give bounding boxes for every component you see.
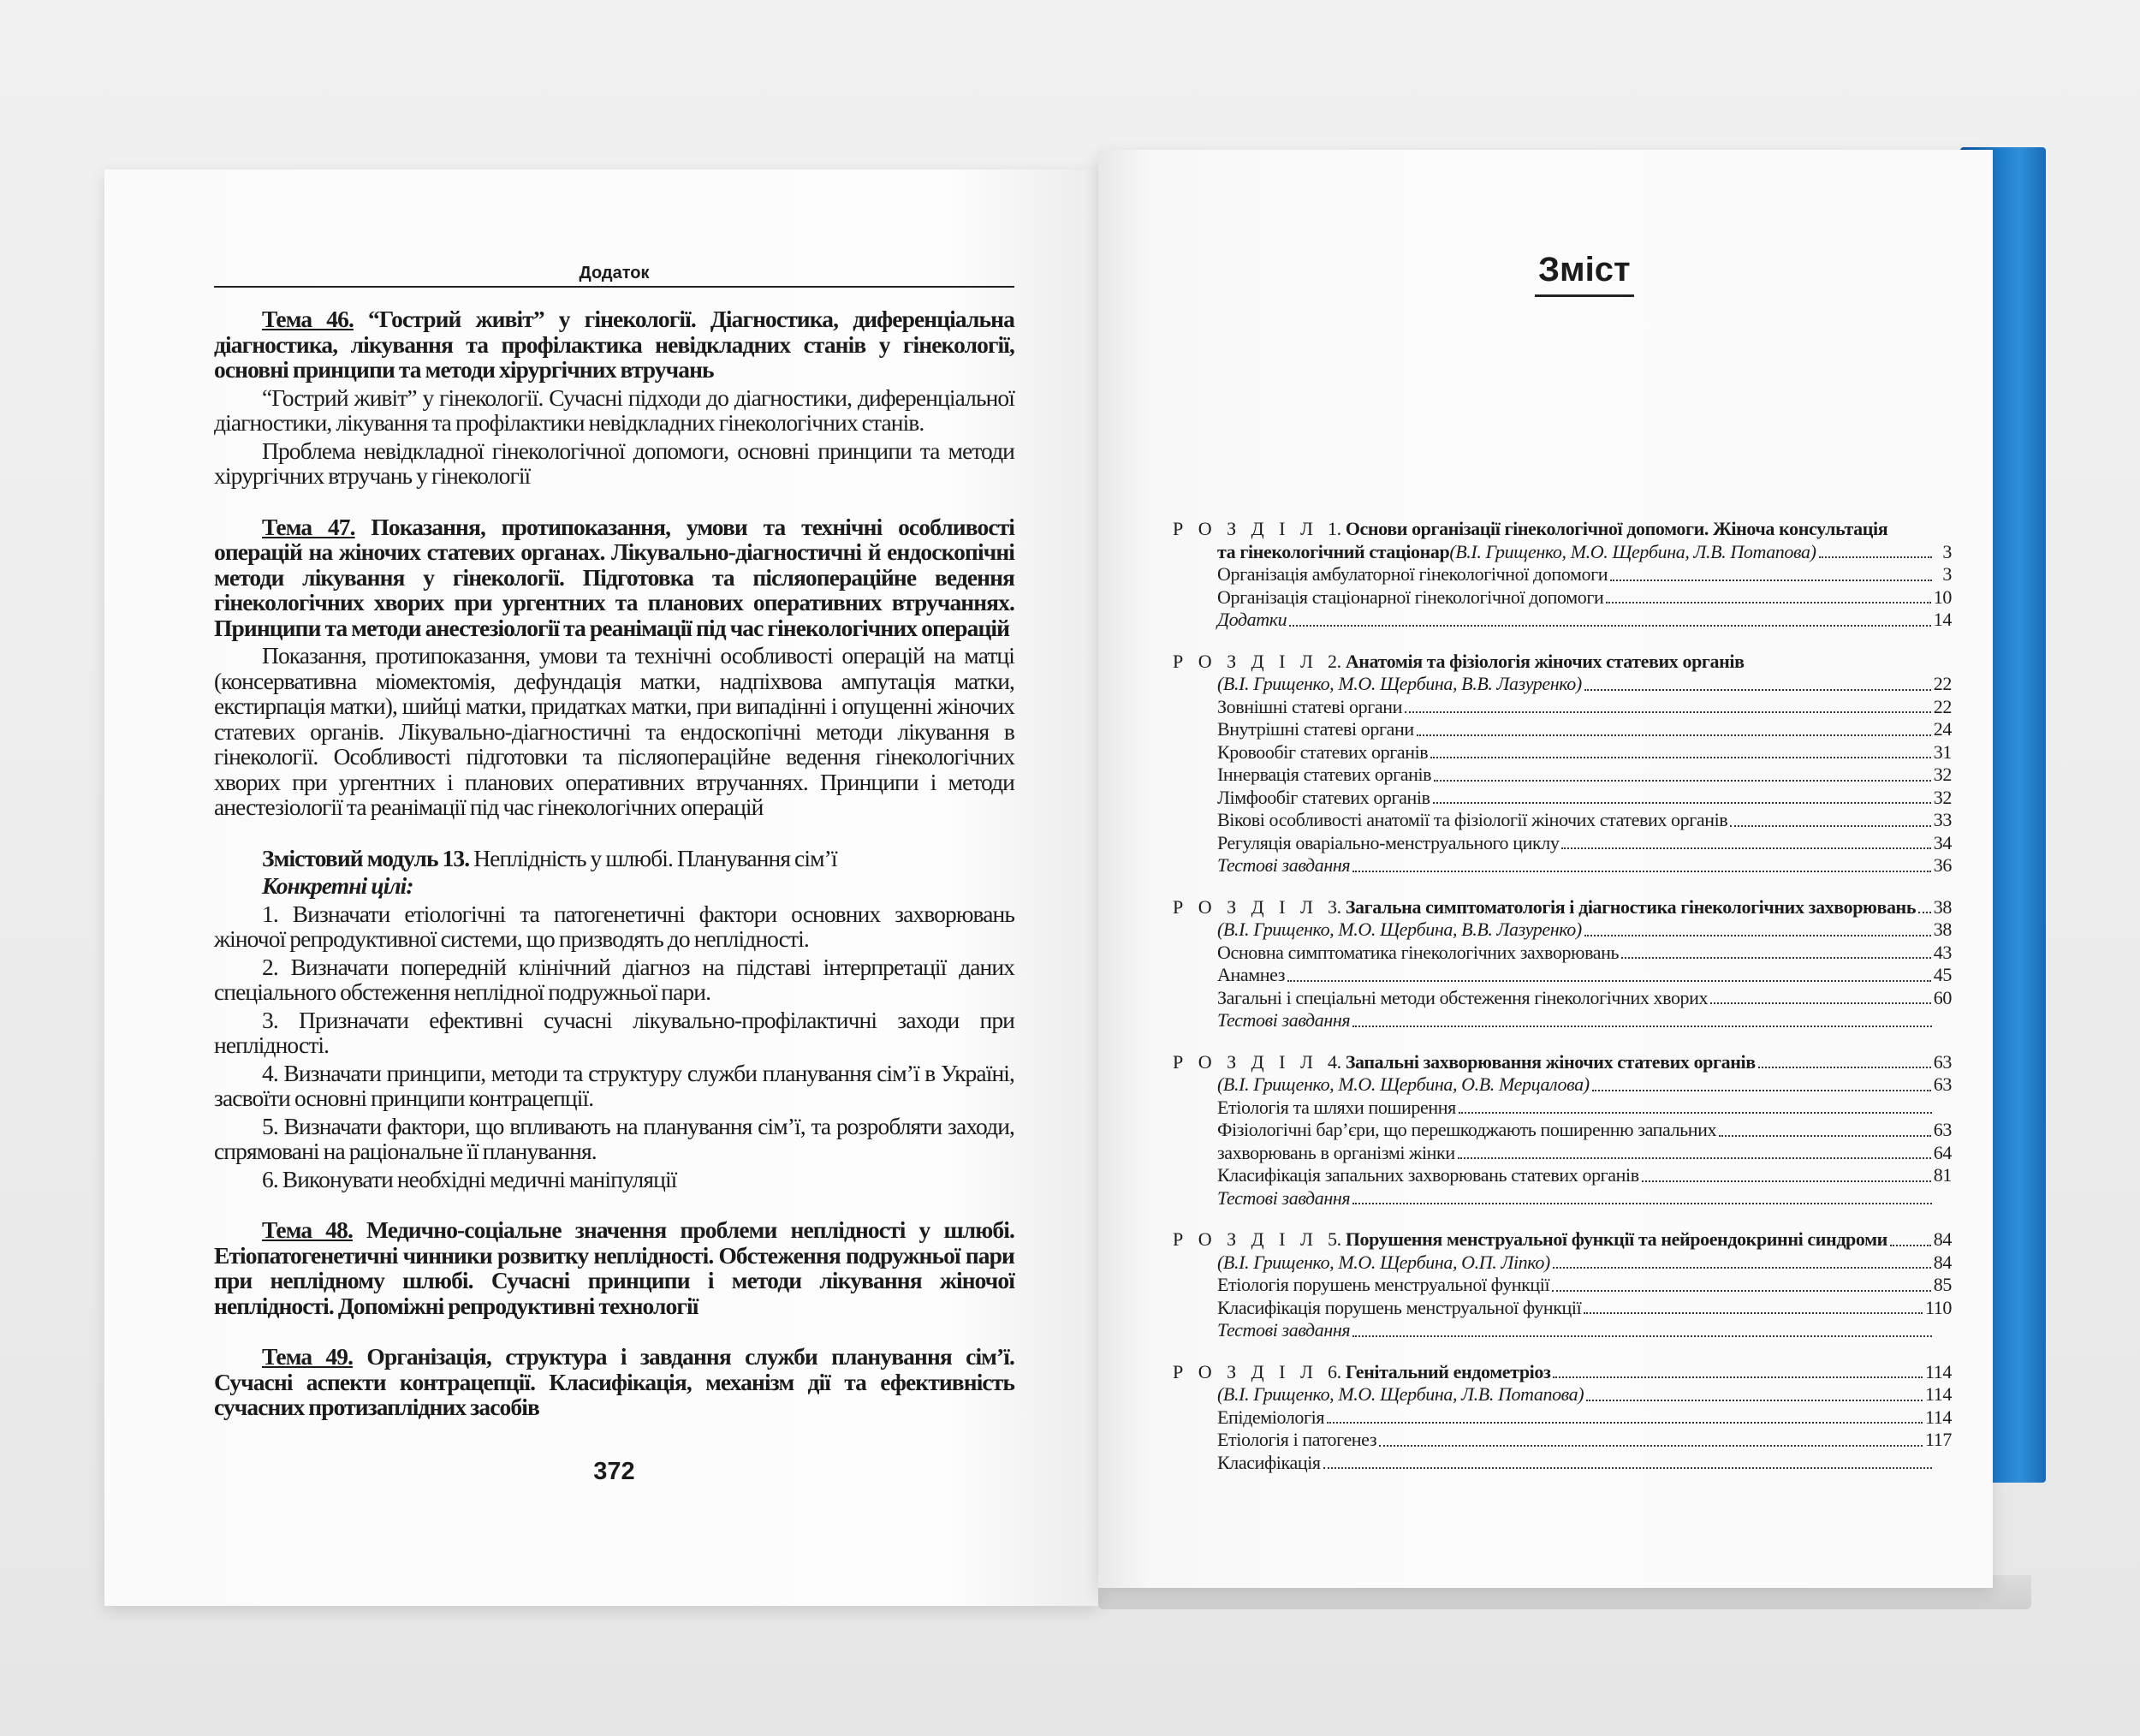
page-ref: 3 — [1942, 540, 1952, 562]
toc-entry — [1173, 1187, 1952, 1210]
toc-entry — [1173, 764, 1952, 787]
page-ref: 31 — [1933, 740, 1952, 763]
toc-entry — [1173, 1119, 1952, 1142]
toc-entry — [1173, 1142, 1952, 1165]
leader-dots — [1379, 1445, 1923, 1447]
toc-entry-title: Організація амбулаторної гінекологічної допомоги — [1217, 563, 1608, 585]
toc-entry — [1173, 832, 1952, 855]
leader-dots — [1352, 871, 1931, 872]
leader-dots — [1642, 1180, 1931, 1182]
section-heading — [1173, 1228, 1952, 1251]
section-authors-row — [1173, 673, 1952, 696]
page-ref: 38 — [1933, 919, 1952, 940]
toc-entry-title: Основна симптоматика гінекологічних захворювань — [1217, 941, 1620, 963]
toc-entry — [1173, 563, 1952, 586]
section-title-cont: та гінекологічний стаціонар — [1217, 540, 1450, 562]
toc-section-3 — [1173, 896, 1952, 1032]
toc-entry — [1173, 1164, 1952, 1187]
page-ref: 32 — [1933, 786, 1952, 808]
page-ref: 64 — [1933, 1141, 1952, 1163]
section-authors: (В.І. Грищенко, М.О. Щербина, Л.В. Потапова) — [1449, 540, 1816, 562]
left-page — [104, 169, 1098, 1606]
leader-dots — [1584, 935, 1931, 936]
toc-entry-title: Додатки — [1217, 609, 1287, 630]
toc-entry-title: Вікові особливості анатомії та фізіології жіночих статевих органів — [1217, 809, 1728, 830]
toc-entry — [1173, 741, 1952, 764]
toc-entry-title: Етіологія порушень менструальної функції — [1217, 1274, 1550, 1295]
section-label: Р О З Д І Л — [1173, 1360, 1318, 1382]
section-title: Анатомія та фізіологія жіночих статевих органів — [1345, 650, 1745, 672]
toc-entry-title: Епідеміологія — [1217, 1406, 1325, 1428]
topic-label: Тема 47. — [262, 513, 355, 540]
toc-entry — [1173, 1429, 1952, 1452]
toc-entry-title: Тестові завдання — [1217, 1186, 1351, 1209]
leader-dots — [1586, 1400, 1923, 1401]
toc-section-4 — [1173, 1051, 1952, 1210]
leader-dots — [1561, 847, 1930, 849]
section-number: 1. — [1323, 518, 1346, 539]
toc-entry-title: Тестові завдання — [1217, 1319, 1351, 1341]
section-authors-row — [1173, 1251, 1952, 1275]
page-ref: 63 — [1933, 1119, 1952, 1140]
topic-title: “Гострий живіт” у гінекології. Діагностика, диференціальна діагностика, лікування та профілактика невідкладних станів у гінекології, основні принципи та методи хірургічних втручань — [214, 306, 1014, 383]
leader-dots — [1552, 1290, 1931, 1292]
section-authors-row — [1173, 1073, 1952, 1097]
page-ref: 84 — [1933, 1228, 1952, 1250]
toc-entry — [1173, 609, 1952, 632]
page-ref: 84 — [1933, 1251, 1952, 1273]
toc-entry-title: Зовнішні статеві органи — [1217, 695, 1402, 717]
leader-dots — [1430, 757, 1931, 758]
section-authors: (В.І. Грищенко, М.О. Щербина, Л.В. Потапова) — [1217, 1383, 1584, 1405]
leader-dots — [1553, 1376, 1923, 1378]
leader-dots — [1417, 734, 1931, 736]
section-title: Загальна симптоматологія і діагностика гінекологічних захворювань — [1345, 895, 1917, 918]
leader-dots — [1327, 1422, 1923, 1424]
right-page — [1098, 150, 1993, 1588]
section-authors-row — [1173, 919, 1952, 942]
toc-entry-title: Анамнез — [1217, 964, 1286, 985]
page-ref: 114 — [1925, 1406, 1952, 1428]
page-number: 372 — [593, 1457, 635, 1485]
topic-heading — [214, 306, 1014, 383]
page-ref: 43 — [1933, 941, 1952, 963]
page-ref: 110 — [1925, 1296, 1952, 1318]
toc-entry-title: Тестові завдання — [1217, 854, 1351, 876]
module-heading — [214, 846, 1014, 871]
leader-dots — [1584, 1312, 1923, 1314]
paragraph: “Гострий живіт” у гінекології. Сучасні підходи до діагностики, диференціальної діагностики, лікування та профілактики невідкладних гінекологічних станів. — [214, 383, 1014, 436]
section-heading — [1173, 518, 1952, 541]
toc-entry — [1173, 1274, 1952, 1297]
goals-label: Конкретні цілі: — [262, 872, 413, 899]
toc-entry — [1173, 787, 1952, 810]
paragraph: Проблема невідкладної гінекологічної допомоги, основні принципи та методи хірургічних втручань у гінекології — [214, 437, 1014, 489]
leader-dots — [1433, 802, 1931, 804]
paragraph: 2. Визначати попередній клінічний діагноз на підставі інтерпретації даних спеціального обстеження неплідної подружньої пари. — [214, 953, 1014, 1005]
section-number: 3. — [1323, 895, 1346, 918]
leader-dots — [1610, 580, 1932, 581]
toc-entry-title: Класифікація запальних захворювань статевих органів — [1217, 1164, 1639, 1186]
section-heading — [1173, 896, 1952, 919]
toc-section-2 — [1173, 651, 1952, 877]
section-authors: (В.І. Грищенко, М.О. Щербина, О.В. Мерцалова) — [1217, 1073, 1590, 1095]
running-head: Додаток — [579, 264, 650, 282]
page-ref: 33 — [1933, 809, 1952, 830]
goals-heading — [214, 873, 1014, 899]
toc-entry-title: Етіологія та шляхи поширення — [1217, 1096, 1456, 1118]
leader-dots — [1719, 1135, 1931, 1137]
toc-entry-title: Класифікація порушень менструальної функції — [1217, 1296, 1582, 1318]
table-of-contents — [1173, 518, 1952, 1493]
leader-dots — [1890, 1245, 1931, 1246]
toc-entry — [1173, 854, 1952, 877]
page-ref: 63 — [1933, 1050, 1952, 1073]
leader-dots — [1352, 1026, 1932, 1027]
toc-section-1 — [1173, 518, 1952, 632]
section-number: 5. — [1323, 1228, 1346, 1250]
paragraph: 5. Визначати фактори, що впливають на планування сім’ї, та розробляти заходи, спрямовані на раціональне її планування. — [214, 1112, 1014, 1164]
page-ref: 63 — [1933, 1073, 1952, 1095]
toc-entry-title: Кровообіг статевих органів — [1217, 740, 1429, 763]
section-label: Р О З Д І Л — [1173, 650, 1318, 672]
toc-entry — [1173, 1406, 1952, 1430]
section-heading — [1173, 651, 1952, 674]
toc-title: Зміст — [1535, 251, 1634, 297]
toc-entry — [1173, 696, 1952, 719]
topic-title: Медично-соціальне значення проблеми неплідності у шлюбі. Етіопатогенетичні чинники розвитку неплідності. Обстеження подружньої пари при неплідному шлюбі. Сучасні принципи і методи лікування жіночої неплідності. Допоміжні репродуктивні технології — [214, 1216, 1014, 1319]
section-authors: (В.І. Грищенко, М.О. Щербина, В.В. Лазуренко) — [1217, 919, 1582, 940]
leader-dots — [1289, 625, 1931, 627]
paragraph: 3. Призначати ефективні сучасні лікувально-профілактичні заходи при неплідності. — [214, 1006, 1014, 1058]
leader-dots — [1553, 1267, 1931, 1269]
paragraph: Показання, протипоказання, умови та технічні особливості операцій на матці (консервативна міомектомія, дефундація матки, надпіхвова ампутація матки, екстирпація матки), шийці матки, придатках матки, при випадінні і опущенні жіночих статевих органів. Лікувально-діагностичні та ендоскопічні методи лікування в гінекології. Особливості підготовки та післяопераційне ведення гінекологічних хворих при ургентних і планових оперативних втручаннях. Принципи і методи анестезіології та реанімації під час гінекологічних операцій — [214, 642, 1014, 820]
module-title: Неплідність у шлюбі. Планування сім’ї — [469, 844, 837, 871]
section-title: Запальні захворювання жіночих статевих органів — [1345, 1050, 1756, 1073]
page-ref: 85 — [1933, 1274, 1952, 1295]
section-title: Порушення менструальної функції та нейроендокринні синдроми — [1345, 1228, 1887, 1250]
leader-dots — [1584, 689, 1931, 691]
leader-dots — [1352, 1203, 1932, 1204]
section-label: Р О З Д І Л — [1173, 895, 1318, 918]
section-label: Р О З Д І Л — [1173, 518, 1318, 539]
toc-entry — [1173, 586, 1952, 609]
topic-label: Тема 49. — [262, 1343, 354, 1370]
topic-heading — [214, 1344, 1014, 1420]
topic-title: Показання, протипоказання, умови та технічні особливості операцій на жіночих статевих органах. Лікувально-діагностичні й ендоскопічні методи лікування у гінекології. Підготовка та післяопераційне ведення гінекологічних хворих при ургентних та планових оперативних втручаннях. Принципи та методи анестезіології та реанімації під час гінекологічних операцій — [214, 513, 1014, 641]
leader-dots — [1352, 1335, 1932, 1337]
page-ref: 22 — [1933, 673, 1952, 694]
page-ref: 38 — [1933, 895, 1952, 918]
toc-entry-title: Іннервація статевих органів — [1217, 764, 1432, 785]
topic-heading — [214, 514, 1014, 641]
toc-entry-title: Тестові завдання — [1217, 1009, 1351, 1031]
leader-dots — [1434, 780, 1931, 782]
section-label: Р О З Д І Л — [1173, 1050, 1318, 1073]
page-ref: 22 — [1933, 695, 1952, 717]
leader-dots — [1730, 825, 1931, 827]
page-ref: 32 — [1933, 764, 1952, 785]
leader-dots — [1287, 980, 1931, 982]
toc-entry-title: захворювань в організмі жінки — [1217, 1141, 1455, 1163]
toc-entry — [1173, 1009, 1952, 1032]
section-number: 6. — [1323, 1360, 1346, 1382]
toc-entry — [1173, 987, 1952, 1010]
toc-entry — [1173, 1097, 1952, 1120]
page-ref: 117 — [1925, 1429, 1952, 1450]
toc-entry-title: Внутрішні статеві органи — [1217, 718, 1414, 740]
leader-dots — [1592, 1090, 1931, 1091]
paragraph: 1. Визначати етіологічні та патогенетичні фактори основних захворювань жіночої репродуктивної системи, що призводять до неплідності. — [214, 900, 1014, 952]
page-ref: 60 — [1933, 986, 1952, 1008]
toc-entry — [1173, 1297, 1952, 1320]
leader-dots — [1918, 912, 1931, 913]
section-authors: (В.І. Грищенко, М.О. Щербина, О.П. Ліпко) — [1217, 1251, 1550, 1273]
toc-entry — [1173, 1452, 1952, 1475]
toc-section-6 — [1173, 1361, 1952, 1475]
left-page-body — [214, 306, 1014, 1423]
topic-label: Тема 46. — [262, 306, 354, 332]
section-title: Генітальний ендометріоз — [1345, 1360, 1551, 1382]
toc-entry-title: Загальні і спеціальні методи обстеження гінекологічних хворих — [1217, 986, 1709, 1008]
page-ref: 81 — [1933, 1164, 1952, 1186]
leader-dots — [1621, 957, 1931, 959]
toc-entry — [1173, 942, 1952, 965]
leader-dots — [1405, 711, 1931, 713]
paragraph: 4. Визначати принципи, методи та структуру служби планування сім’ї в Україні, засвоїти основні принципи контрацепції. — [214, 1059, 1014, 1111]
leader-dots — [1710, 1002, 1931, 1004]
toc-entry-title: Етіологія і патогенез — [1217, 1429, 1377, 1450]
toc-entry-title: Регуляція оваріально-менструального циклу — [1217, 831, 1560, 853]
leader-dots — [1606, 602, 1930, 603]
leader-dots — [1459, 1112, 1932, 1114]
paragraph: 6. Виконувати необхідні медичні маніпуляції — [262, 1165, 677, 1192]
leader-dots — [1323, 1467, 1932, 1469]
topic-title: Організація, структура і завдання служби планування сім’ї. Сучасні аспекти контрацепції. Класифікація, механізм дії та ефективність сучасних протизаплідних засобів — [214, 1343, 1014, 1420]
page-ref: 45 — [1933, 964, 1952, 985]
toc-entry-title: Фізіологічні бар’єри, що перешкоджають поширенню запальних — [1217, 1119, 1717, 1140]
section-heading — [1173, 1051, 1952, 1074]
module-label: Змістовий модуль 13. — [262, 844, 470, 871]
page-ref: 14 — [1933, 609, 1952, 630]
section-title: Основи організації гінекологічної допомоги. Жіноча консультація — [1345, 518, 1888, 539]
page-ref: 10 — [1933, 586, 1952, 608]
page-ref: 114 — [1925, 1383, 1952, 1405]
toc-entry — [1173, 964, 1952, 987]
running-head-rule — [214, 286, 1014, 288]
toc-entry — [1173, 1319, 1952, 1342]
toc-entry-title: Класифікація — [1217, 1451, 1321, 1473]
toc-entry — [1173, 809, 1952, 832]
toc-section-5 — [1173, 1228, 1952, 1342]
leader-dots — [1819, 556, 1932, 558]
section-number: 4. — [1323, 1050, 1346, 1073]
page-ref: 36 — [1933, 854, 1952, 876]
page-ref: 34 — [1933, 831, 1952, 853]
topic-heading — [214, 1217, 1014, 1318]
toc-entry-title: Лімфообіг статевих органів — [1217, 786, 1430, 808]
section-heading-cont — [1173, 541, 1952, 564]
section-authors-row — [1173, 1383, 1952, 1406]
toc-entry — [1173, 718, 1952, 741]
section-number: 2. — [1323, 650, 1346, 672]
toc-entry-title: Організація стаціонарної гінекологічної допомоги — [1217, 586, 1604, 608]
section-authors: (В.І. Грищенко, М.О. Щербина, В.В. Лазуренко) — [1217, 673, 1582, 694]
page-ref: 114 — [1925, 1360, 1952, 1382]
section-heading — [1173, 1361, 1952, 1384]
page-ref: 24 — [1933, 718, 1952, 740]
topic-label: Тема 48. — [262, 1216, 353, 1243]
section-label: Р О З Д І Л — [1173, 1228, 1318, 1250]
leader-dots — [1458, 1157, 1931, 1159]
page-ref: 3 — [1942, 563, 1952, 585]
leader-dots — [1758, 1067, 1931, 1068]
